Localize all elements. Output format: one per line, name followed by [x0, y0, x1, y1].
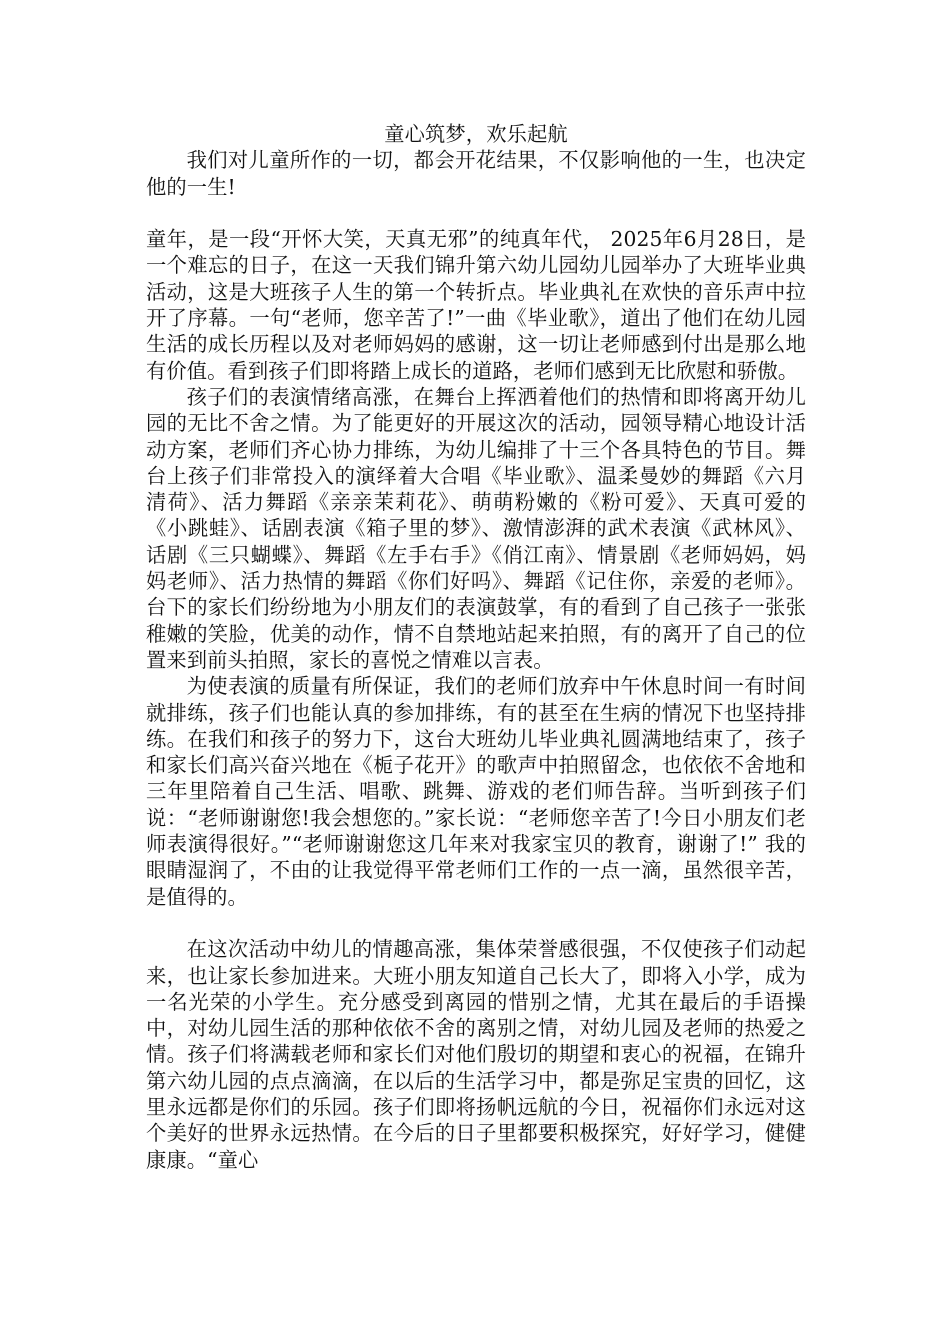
body-paragraph-2: 孩子们的表演情绪高涨，在舞台上挥洒着他们的热情和即将离开幼儿园的无比不舍之情。为了能更好的开展这次的活动，园领导精心地设计活动方案，老师们齐心协力排练，为幼儿编排了十三个各具特色的节目。舞台上孩子们非常投入的演绎着大合唱《毕业歌》、温柔曼妙的舞蹈《六月清荷》、活力舞蹈《亲亲茉莉花》、萌萌粉嫩的《粉可爱》、天真可爱的《小跳蛙》、话剧表演《箱子里的梦》、激情澎湃的武术表演《武林风》、话剧《三只蝴蝶》、舞蹈《左手右手》《俏江南》、情景剧《老师妈妈，妈妈老师》、活力热情的舞蹈《你们好吗》、舞蹈《记住你，亲爱的老师》。台下的家长们纷纷地为小朋友们的表演鼓掌，有的看到了自己孩子一张张稚嫩的笑脸，优美的动作，情不自禁地站起来拍照，有的离开了自己的位置来到前头拍照，家长的喜悦之情难以言表。: [146, 384, 806, 672]
blank-line: [146, 910, 806, 936]
body-paragraph-4: 在这次活动中幼儿的情趣高涨，集体荣誉感很强，不仅使孩子们动起来，也让家长参加进来。大班小朋友知道自己长大了，即将入小学，成为一名光荣的小学生。充分感受到离园的惜别之情，尤其在最后的手语操中，对幼儿园生活的那种依依不舍的离别之情，对幼儿园及老师的热爱之情。孩子们将满载老师和家长们对他们殷切的期望和衷心的祝福，在锦升第六幼儿园的点点滴滴，在以后的生活学习中，都是弥足宝贵的回忆，这里永远都是你们的乐园。孩子们即将扬帆远航的今日，祝福你们永远对这个美好的世界永远热情。在今后的日子里都要积极探究，好好学习，健健康康。“童心: [146, 937, 806, 1172]
body-paragraph-3: 为使表演的质量有所保证，我们的老师们放弃中午休息时间一有时间就排练，孩子们也能认真的参加排练，有的甚至在生病的情况下也坚持排练。在我们和孩子的努力下，这台大班幼儿毕业典礼圆满地结束了，孩子和家长们高兴奋兴地在《栀子花开》的歌声中拍照留念，也依依不舍地和三年里陪着自己生活、唱歌、跳舞、游戏的老们师告辞。当听到孩子们说：“老师谢谢您!我会想您的。”家长说：“老师您辛苦了!今日小朋友们老师表演得很好。”“老师谢谢您这几年来对我家宝贝的教育，谢谢了!” 我的眼睛湿润了，不由的让我觉得平常老师们工作的一点一滴，虽然很辛苦，是值得的。: [146, 674, 806, 909]
document-title: 童心筑梦，欢乐起航: [384, 122, 568, 146]
opening-quote-paragraph: 我们对儿童所作的一切，都会开花结果，不仅影响他的一生，也决定他的一生!: [146, 148, 806, 199]
blank-line: [146, 200, 806, 226]
document-body: [146, 121, 806, 1173]
body-paragraph-1: 童年，是一段“开怀大笑，天真无邪”的纯真年代， 2025年6月28日，是一个难忘的日子，在这一天我们锦升第六幼儿园幼儿园举办了大班毕业典活动，这是大班孩子人生的第一个转折点。毕业典礼在欢快的音乐声中拉开了序幕。一句“老师，您辛苦了!”一曲《毕业歌》，道出了他们在幼儿园生活的成长历程以及对老师妈妈的感谢，这一切让老师感到付出是那么地有价值。看到孩子们即将踏上成长的道路，老师们感到无比欣慰和骄傲。: [146, 227, 806, 383]
